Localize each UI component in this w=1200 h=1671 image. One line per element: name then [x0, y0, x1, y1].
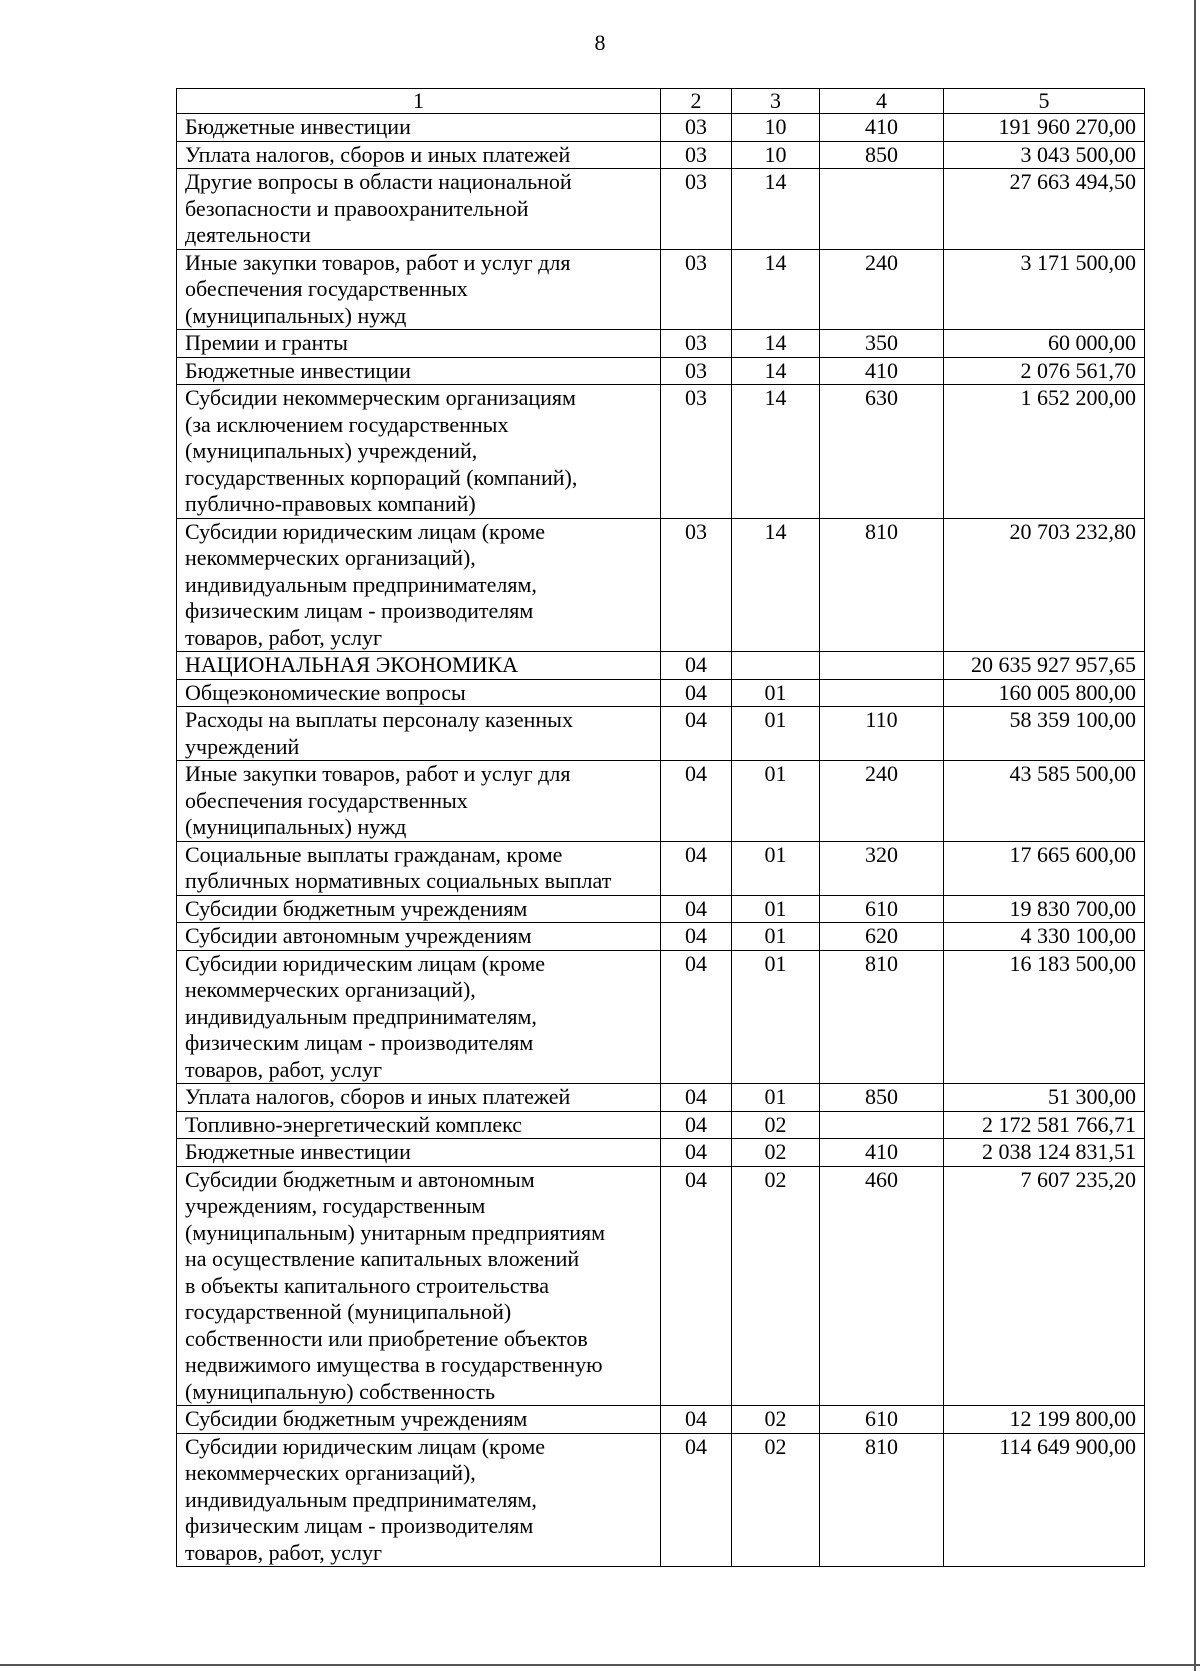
row-subsection-code: 14 [732, 330, 820, 358]
row-amount: 60 000,00 [944, 330, 1145, 358]
row-subsection-code: 01 [732, 841, 820, 895]
row-expense-type-code: 240 [820, 761, 944, 842]
row-expense-type-code [820, 652, 944, 680]
row-subsection-code: 02 [732, 1406, 820, 1434]
header-col-1: 1 [177, 89, 661, 114]
row-expense-type-code: 410 [820, 357, 944, 385]
row-section-code: 04 [661, 923, 732, 951]
row-section-code: 04 [661, 761, 732, 842]
row-subsection-code: 14 [732, 169, 820, 250]
row-expense-type-code: 410 [820, 1139, 944, 1167]
row-name: Бюджетные инвестиции [177, 357, 661, 385]
table-row [177, 950, 1145, 1084]
row-expense-type-code: 240 [820, 249, 944, 330]
row-name: Иные закупки товаров, работ и услуг для обеспечения государственных (муниципальных) нужд [177, 249, 661, 330]
table-row [177, 895, 1145, 923]
table-row [177, 1139, 1145, 1167]
row-name: Субсидии юридическим лицам (кроме некоммерческих организаций), индивидуальным предпринимателям, физическим лицам - производителям товаров, работ, услуг [177, 950, 661, 1084]
row-section-code: 04 [661, 707, 732, 761]
row-section-code: 04 [661, 1433, 732, 1567]
table-row [177, 249, 1145, 330]
row-amount: 160 005 800,00 [944, 679, 1145, 707]
row-amount: 1 652 200,00 [944, 385, 1145, 519]
row-name: Субсидии автономным учреждениям [177, 923, 661, 951]
row-amount: 20 703 232,80 [944, 518, 1145, 652]
row-amount: 3 171 500,00 [944, 249, 1145, 330]
row-section-code: 03 [661, 249, 732, 330]
row-expense-type-code: 410 [820, 114, 944, 142]
header-col-2: 2 [661, 89, 732, 114]
table-row [177, 518, 1145, 652]
row-name: Субсидии юридическим лицам (кроме некоммерческих организаций), индивидуальным предпринимателям, физическим лицам - производителям товаров, работ, услуг [177, 1433, 661, 1567]
page-number: 8 [594, 30, 606, 55]
row-section-code: 03 [661, 330, 732, 358]
table-row [177, 1166, 1145, 1406]
row-name: Бюджетные инвестиции [177, 114, 661, 142]
row-subsection-code: 02 [732, 1166, 820, 1406]
table-row [177, 652, 1145, 680]
table-row [177, 841, 1145, 895]
row-section-code: 03 [661, 385, 732, 519]
row-amount: 27 663 494,50 [944, 169, 1145, 250]
row-expense-type-code: 630 [820, 385, 944, 519]
table-row [177, 1433, 1145, 1567]
row-section-code: 03 [661, 114, 732, 142]
header-row [177, 89, 1145, 114]
table-row [177, 330, 1145, 358]
row-subsection-code [732, 652, 820, 680]
row-section-code: 03 [661, 357, 732, 385]
row-section-code: 04 [661, 1084, 732, 1112]
row-name: НАЦИОНАЛЬНАЯ ЭКОНОМИКА [177, 652, 661, 680]
row-amount: 2 038 124 831,51 [944, 1139, 1145, 1167]
row-section-code: 04 [661, 652, 732, 680]
row-subsection-code: 01 [732, 950, 820, 1084]
row-expense-type-code [820, 1111, 944, 1139]
row-subsection-code: 02 [732, 1433, 820, 1567]
row-expense-type-code: 850 [820, 1084, 944, 1112]
row-section-code: 03 [661, 518, 732, 652]
row-subsection-code: 01 [732, 761, 820, 842]
row-section-code: 04 [661, 841, 732, 895]
row-expense-type-code: 350 [820, 330, 944, 358]
row-section-code: 04 [661, 1139, 732, 1167]
row-section-code: 04 [661, 679, 732, 707]
row-name: Топливно-энергетический комплекс [177, 1111, 661, 1139]
table-row [177, 357, 1145, 385]
row-name: Иные закупки товаров, работ и услуг для обеспечения государственных (муниципальных) нужд [177, 761, 661, 842]
row-amount: 114 649 900,00 [944, 1433, 1145, 1567]
row-amount: 19 830 700,00 [944, 895, 1145, 923]
row-expense-type-code: 620 [820, 923, 944, 951]
row-name: Премии и гранты [177, 330, 661, 358]
row-expense-type-code: 610 [820, 895, 944, 923]
scan-edge-right [1194, 0, 1196, 1671]
row-subsection-code: 10 [732, 114, 820, 142]
row-amount: 191 960 270,00 [944, 114, 1145, 142]
row-name: Субсидии юридическим лицам (кроме некоммерческих организаций), индивидуальным предпринимателям, физическим лицам - производителям товаров, работ, услуг [177, 518, 661, 652]
row-section-code: 03 [661, 141, 732, 169]
row-amount: 17 665 600,00 [944, 841, 1145, 895]
row-name: Уплата налогов, сборов и иных платежей [177, 1084, 661, 1112]
row-amount: 16 183 500,00 [944, 950, 1145, 1084]
row-name: Субсидии некоммерческим организациям (за исключением государственных (муниципальных) учреждений, государственных корпораций (компаний), публично-правовых компаний) [177, 385, 661, 519]
row-subsection-code: 01 [732, 923, 820, 951]
row-name: Другие вопросы в области национальной безопасности и правоохранительной деятельности [177, 169, 661, 250]
row-amount: 20 635 927 957,65 [944, 652, 1145, 680]
row-subsection-code: 14 [732, 518, 820, 652]
row-amount: 12 199 800,00 [944, 1406, 1145, 1434]
row-amount: 2 076 561,70 [944, 357, 1145, 385]
row-section-code: 03 [661, 169, 732, 250]
row-subsection-code: 14 [732, 357, 820, 385]
row-expense-type-code [820, 679, 944, 707]
row-section-code: 04 [661, 895, 732, 923]
budget-table [176, 88, 1145, 1567]
header-col-5: 5 [944, 89, 1145, 114]
row-expense-type-code: 320 [820, 841, 944, 895]
row-amount: 2 172 581 766,71 [944, 1111, 1145, 1139]
table-row [177, 707, 1145, 761]
row-subsection-code: 01 [732, 707, 820, 761]
row-name: Уплата налогов, сборов и иных платежей [177, 141, 661, 169]
row-subsection-code: 01 [732, 895, 820, 923]
row-amount: 58 359 100,00 [944, 707, 1145, 761]
row-name: Общеэкономические вопросы [177, 679, 661, 707]
row-name: Субсидии бюджетным учреждениям [177, 895, 661, 923]
row-subsection-code: 10 [732, 141, 820, 169]
header-col-4: 4 [820, 89, 944, 114]
row-name: Субсидии бюджетным и автономным учреждениям, государственным (муниципальным) унитарным предприятиям на осуществление капитальных вложений в объекты капитального строительства государственной (муниципальной) собственности или приобретение объектов недвижимого имущества в государственную (муниципальную) собственность [177, 1166, 661, 1406]
table-row [177, 114, 1145, 142]
row-subsection-code: 01 [732, 679, 820, 707]
header-col-3: 3 [732, 89, 820, 114]
row-expense-type-code: 850 [820, 141, 944, 169]
row-amount: 43 585 500,00 [944, 761, 1145, 842]
row-expense-type-code [820, 169, 944, 250]
row-expense-type-code: 610 [820, 1406, 944, 1434]
row-section-code: 04 [661, 1111, 732, 1139]
row-expense-type-code: 460 [820, 1166, 944, 1406]
row-amount: 7 607 235,20 [944, 1166, 1145, 1406]
table-body [177, 114, 1145, 1567]
row-subsection-code: 02 [732, 1139, 820, 1167]
row-subsection-code: 14 [732, 249, 820, 330]
row-amount: 3 043 500,00 [944, 141, 1145, 169]
table-row [177, 1406, 1145, 1434]
row-name: Социальные выплаты гражданам, кроме публичных нормативных социальных выплат [177, 841, 661, 895]
table-row [177, 679, 1145, 707]
row-expense-type-code: 110 [820, 707, 944, 761]
table-row [177, 169, 1145, 250]
row-section-code: 04 [661, 1406, 732, 1434]
row-section-code: 04 [661, 950, 732, 1084]
row-subsection-code: 14 [732, 385, 820, 519]
row-amount: 4 330 100,00 [944, 923, 1145, 951]
row-section-code: 04 [661, 1166, 732, 1406]
row-subsection-code: 02 [732, 1111, 820, 1139]
row-name: Бюджетные инвестиции [177, 1139, 661, 1167]
row-name: Субсидии бюджетным учреждениям [177, 1406, 661, 1434]
row-expense-type-code: 810 [820, 950, 944, 1084]
table-row [177, 1111, 1145, 1139]
table-row [177, 1084, 1145, 1112]
row-expense-type-code: 810 [820, 1433, 944, 1567]
table-row [177, 385, 1145, 519]
row-name: Расходы на выплаты персоналу казенных учреждений [177, 707, 661, 761]
scan-edge-bottom [0, 1664, 1200, 1666]
row-amount: 51 300,00 [944, 1084, 1145, 1112]
table-row [177, 141, 1145, 169]
table-row [177, 761, 1145, 842]
table-row [177, 923, 1145, 951]
row-expense-type-code: 810 [820, 518, 944, 652]
row-subsection-code: 01 [732, 1084, 820, 1112]
